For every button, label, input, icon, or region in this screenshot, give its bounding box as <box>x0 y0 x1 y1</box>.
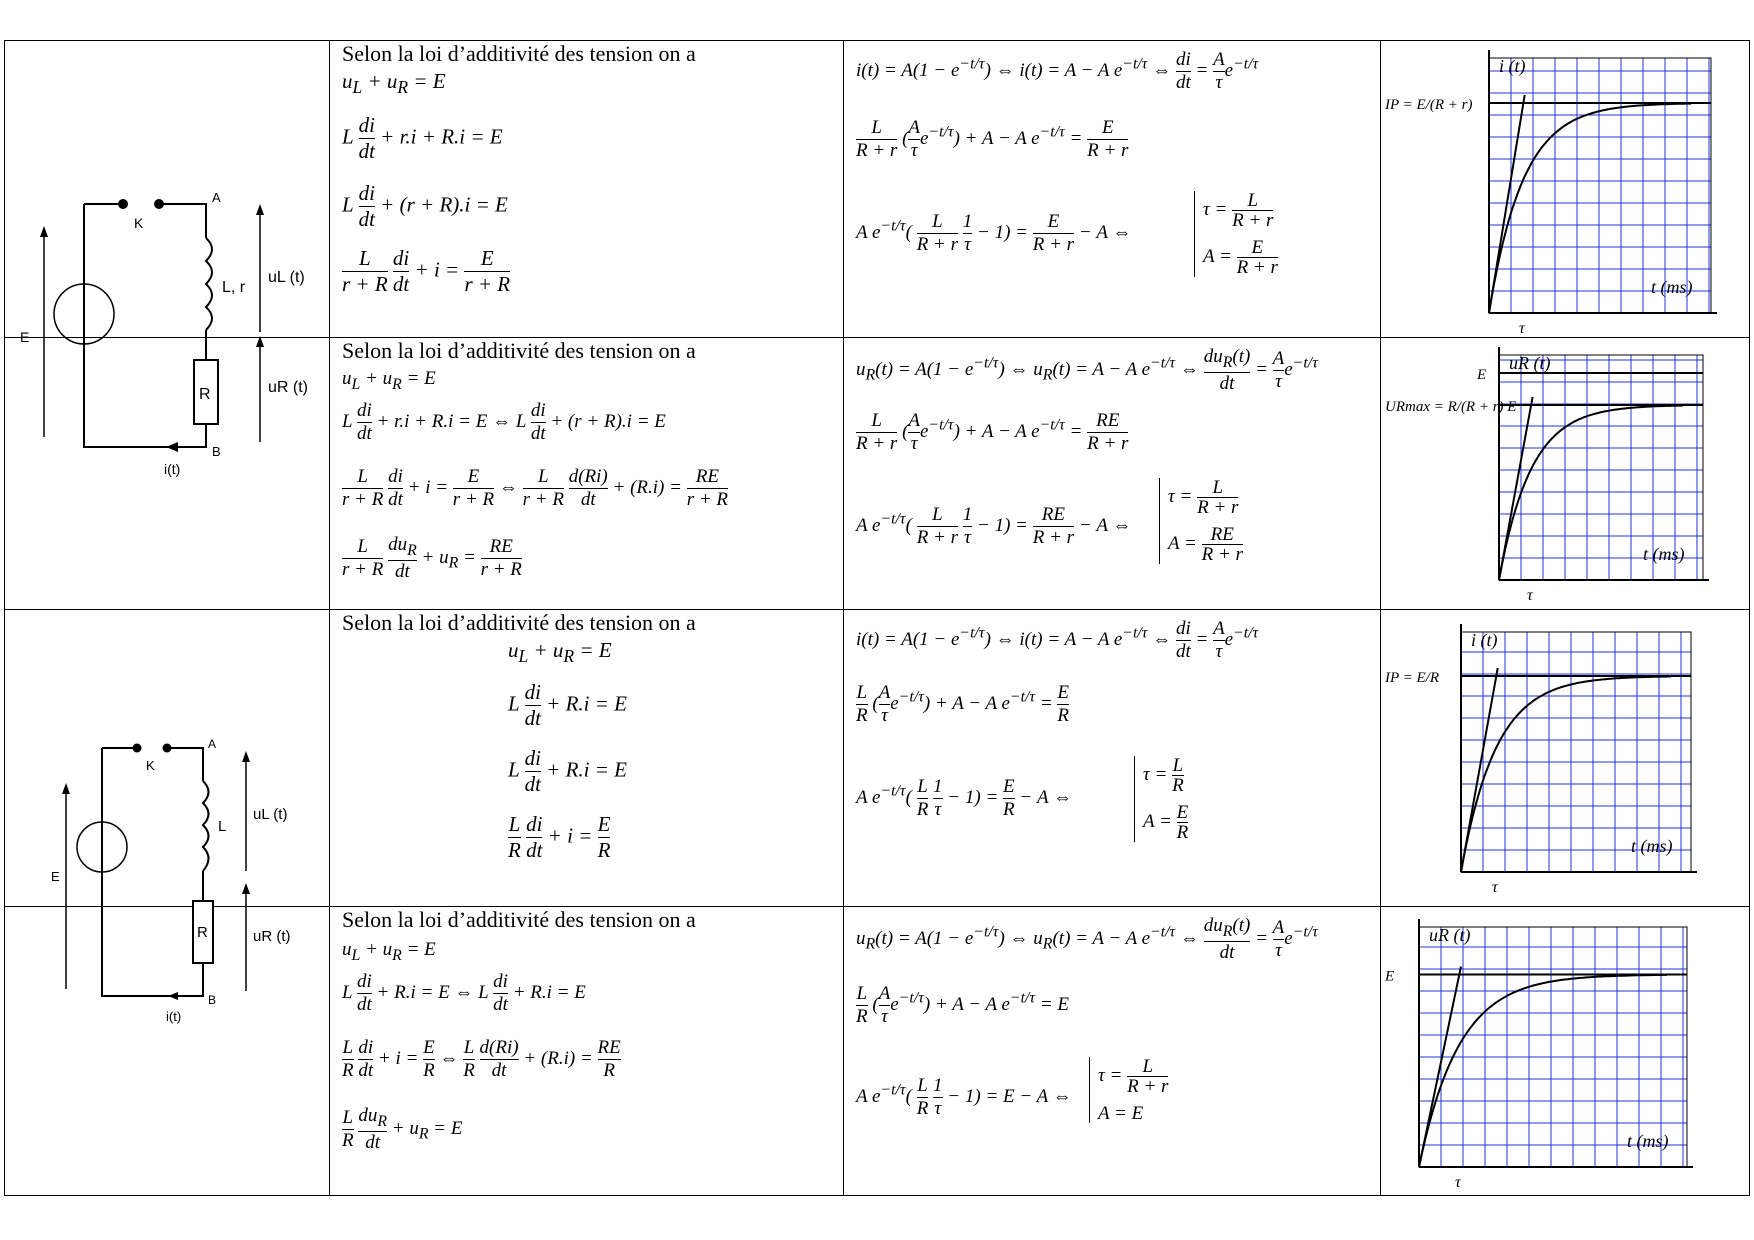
level-label: URmax = R/(R + r) E <box>1385 399 1517 415</box>
solution-equation: $\frac{L}{R + r}$ ( $\frac{A}{\tau}$ $e^{-t/\tau}) + A - A$ $e^{-t/\tau}$ = $\frac{E}{R + r}$ <box>856 117 1129 161</box>
solution-equation: A $e^{-t/\tau}$( $\frac{L}{R + r}$ $\frac{1}{\tau}$ − 1) = $\frac{E}{R + r}$ − A ⇔ <box>856 211 1132 255</box>
solution-equation: A $e^{-t/\tau}$( $\frac{L}{R + r}$ $\frac{1}{\tau}$ − 1) = $\frac{RE}{R + r}$ − A ⇔ <box>856 504 1132 548</box>
solution-system: τ = $\frac{L}{R}$ A = $\frac{E}{R}$ <box>1134 756 1188 842</box>
x-axis-label: t (ms) <box>1651 277 1693 297</box>
law-equation: $u_L + u_R = E$ <box>342 939 436 964</box>
law-cell <box>329 907 843 1196</box>
intro-text: Selon la loi d’additivité des tension on a <box>342 41 696 66</box>
uL-label: uL (t) <box>253 806 288 823</box>
law-equation: $\frac{L}{r + R}$ $\frac{di}{dt}$ + i = $\frac{E}{r + R}$ <box>342 246 511 296</box>
arrow-head <box>256 204 264 215</box>
rl-graph <box>1381 338 1747 608</box>
node-a-label: A <box>208 737 217 751</box>
solution-cell <box>843 338 1380 610</box>
x-axis-label: t (ms) <box>1631 836 1673 856</box>
intro-text: Selon la loi d’additivité des tension on a <box>342 338 696 363</box>
intro-text: Selon la loi d’additivité des tension on a <box>342 610 696 635</box>
law-equation: L $\frac{di}{dt}$ + R.i = E ⇔ L $\frac{di}{dt}$ + R.i = E <box>342 971 586 1015</box>
graph-cell <box>1380 907 1750 1196</box>
current-arrow <box>168 992 178 1000</box>
resistor-label: R <box>197 924 208 941</box>
graph-cell <box>1380 610 1750 907</box>
circuit-diagram <box>6 611 326 1191</box>
tau-label: τ <box>1455 1174 1461 1191</box>
node-b-label: B <box>208 993 217 1007</box>
x-axis-label: t (ms) <box>1643 544 1685 564</box>
solution-equation: $\frac{L}{R}$ ( $\frac{A}{\tau}$ $e^{-t/\tau}) + A - A$ $e^{-t/\tau}$ = $\frac{E}{R}$ <box>856 682 1069 726</box>
arrow-head <box>62 783 70 794</box>
arrow-head <box>242 883 250 894</box>
law-cell <box>329 41 843 338</box>
solution-equation: $\frac{L}{R + r}$ ( $\frac{A}{\tau}$ $e^{-t/\tau}) + A - A$ $e^{-t/\tau}$ = $\frac{RE}{R + r}$ <box>856 410 1129 454</box>
node-a-label: A <box>212 190 221 205</box>
intro-text: Selon la loi d’additivité des tension on a <box>342 907 696 932</box>
table-bottom-border <box>4 1195 1750 1196</box>
tau-label: τ <box>1527 587 1533 604</box>
plot-frame <box>1489 58 1711 313</box>
law-equation: $\frac{L}{r + R}$ $\frac{di}{dt}$ + i = $\frac{E}{r + R}$ ⇔ $\frac{L}{r + R}$ $\frac{d(Ri)}{dt}$ + (R.i) = $\frac{RE}{r + R}$ <box>342 466 729 510</box>
coil-label: L, r <box>222 279 246 296</box>
graph-cell <box>1380 338 1750 610</box>
tangent-line <box>1489 95 1525 313</box>
x-axis-label: t (ms) <box>1627 1131 1669 1151</box>
switch-label: K <box>146 758 155 773</box>
tangent-line <box>1419 967 1461 1168</box>
arrow-head <box>256 336 264 347</box>
switch-contact <box>118 199 128 209</box>
solution-system: τ = $\frac{L}{R + r}$ A = E <box>1089 1057 1168 1123</box>
level-label: IP = E/(R + r) <box>1385 97 1473 113</box>
tau-label: τ <box>1492 879 1498 896</box>
rl-graph <box>1381 41 1747 336</box>
switch-contact <box>133 744 142 753</box>
law-equation: L $\frac{di}{dt}$ + r.i + R.i = E ⇔ L $\frac{di}{dt}$ + (r + R).i = E <box>342 400 666 444</box>
solution-equation: $u_R(t) = A(1 - e^{-t/\tau})$ ⇔ $u_R(t) = A - A$ $e^{-t/\tau}$ ⇔ $du_R(t)$ dt = $\frac{A}{\tau}$ $e^{-t/\tau}$ <box>856 915 1318 963</box>
inductor-coil <box>203 781 209 871</box>
level-label: E <box>1385 968 1395 985</box>
current-label: i(t) <box>166 1009 182 1024</box>
solution-equation: $i(t) = A(1 - e^{-t/\tau})$ ⇔ i(t) = A − A $e^{-t/\tau}$ ⇔ $\frac{di}{dt}$ = $\frac{A}{\tau}$ $e^{-t/\tau}$ <box>856 49 1259 93</box>
law-equation: $\frac{L}{R}$ $\frac{di}{dt}$ + i = $\frac{E}{R}$ ⇔ $\frac{L}{R}$ $\frac{d(Ri)}{dt}$ + (R.i) = $\frac{RE}{R}$ <box>342 1037 621 1081</box>
law-equation: $\frac{L}{R}$ $du_R$ dt + $u_R = E$ <box>342 1105 463 1153</box>
grid <box>1489 58 1711 313</box>
law-equation: $u_L + u_R = E$ <box>342 368 436 393</box>
law-equation: $u_L + u_R = E$ <box>342 69 446 98</box>
switch-contact <box>154 199 164 209</box>
solution-cell <box>843 41 1380 338</box>
switch-label: K <box>134 215 144 231</box>
coil-label: L <box>218 818 227 835</box>
y-axis-label: uR (t) <box>1429 925 1471 945</box>
law-equation: $u_L + u_R = E$ <box>508 638 612 667</box>
extra-label: E <box>1477 367 1487 383</box>
law-equation: L $\frac{di}{dt}$ + r.i + R.i = E <box>342 113 503 163</box>
law-equation: $\frac{L}{R}$ $\frac{di}{dt}$ + i = $\frac{E}{R}$ <box>508 812 611 862</box>
law-cell <box>329 338 843 610</box>
node-b-label: B <box>212 444 221 459</box>
tangent-line <box>1461 668 1498 872</box>
level-label: IP = E/R <box>1385 670 1440 686</box>
uR-label: uR (t) <box>253 928 291 945</box>
rl-graph <box>1381 610 1747 905</box>
law-equation: L $\frac{di}{dt}$ + (r + R).i = E <box>342 181 508 231</box>
solution-system: τ = $\frac{L}{R + r}$ A = $\frac{RE}{R + r}$ <box>1159 478 1243 564</box>
circuit-diagram <box>6 42 326 602</box>
law-equation: $\frac{L}{r + R}$ $du_R$ dt + $u_R$ = $\frac{RE}{r + R}$ <box>342 534 522 582</box>
physics-table <box>4 40 1750 1195</box>
switch-contact <box>163 744 172 753</box>
source-label: E <box>20 329 30 345</box>
solution-equation: A $e^{-t/\tau}$( $\frac{L}{R}$ $\frac{1}{\tau}$ − 1) = E − A ⇔ <box>856 1075 1072 1119</box>
law-equation: L $\frac{di}{dt}$ + R.i = E <box>508 746 627 796</box>
rl-graph <box>1381 907 1747 1194</box>
arrow-head <box>40 226 48 237</box>
tau-label: τ <box>1519 320 1525 336</box>
solution-equation: $u_R(t) = A(1 - e^{-t/\tau})$ ⇔ $u_R(t) = A - A$ $e^{-t/\tau}$ ⇔ $du_R(t)$ dt = $\frac{A}{\tau}$ $e^{-t/\tau}$ <box>856 346 1318 394</box>
solution-cell <box>843 610 1380 907</box>
uL-label: uL (t) <box>268 269 305 286</box>
current-label: i(t) <box>164 461 181 477</box>
resistor-label: R <box>199 386 211 403</box>
solution-system: τ = $\frac{L}{R + r}$ A = $\frac{E}{R + r}$ <box>1194 191 1278 277</box>
current-arrow <box>166 442 178 452</box>
y-axis-label: i (t) <box>1471 630 1498 650</box>
law-cell <box>329 610 843 907</box>
y-axis-label: i (t) <box>1499 56 1526 76</box>
solution-equation: $\frac{L}{R}$ ( $\frac{A}{\tau}$ $e^{-t/\tau}) + A - A$ $e^{-t/\tau} = E$ <box>856 983 1069 1027</box>
solution-cell <box>843 907 1380 1196</box>
inductor-coil <box>206 238 212 330</box>
solution-equation: A $e^{-t/\tau}$( $\frac{L}{R}$ $\frac{1}{\tau}$ − 1) = $\frac{E}{R}$ − A ⇔ <box>856 776 1072 820</box>
source-label: E <box>51 869 60 884</box>
arrow-head <box>242 751 250 762</box>
circuit-wires <box>84 204 206 447</box>
solution-equation: $i(t) = A(1 - e^{-t/\tau})$ ⇔ i(t) = A − A $e^{-t/\tau}$ ⇔ $\frac{di}{dt}$ = $\frac{A}{\tau}$ $e^{-t/\tau}$ <box>856 618 1259 662</box>
y-axis-label: uR (t) <box>1509 353 1551 373</box>
tangent-line <box>1499 397 1533 580</box>
uR-label: uR (t) <box>268 379 308 396</box>
circuit-wires <box>102 748 203 996</box>
graph-cell <box>1380 41 1750 338</box>
law-equation: L $\frac{di}{dt}$ + R.i = E <box>508 680 627 730</box>
